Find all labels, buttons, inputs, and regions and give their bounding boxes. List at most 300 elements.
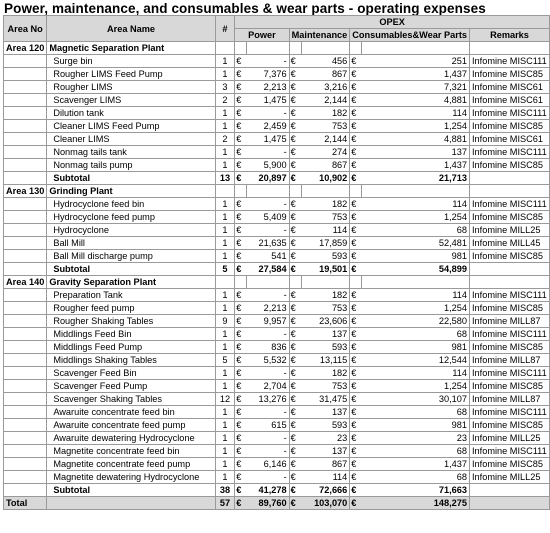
item-name: Scavenger Feed Pump (47, 380, 215, 393)
item-maintenance-currency: € (289, 354, 301, 367)
item-power-currency: € (235, 302, 247, 315)
item-name: Awaruite concentrate feed bin (47, 406, 215, 419)
item-maintenance: 867 (301, 159, 350, 172)
section-empty-cell (235, 42, 247, 55)
row-area-no-cell (4, 380, 47, 393)
item-maintenance-currency: € (289, 432, 301, 445)
section-area-no: Area 120 (4, 42, 47, 55)
item-maintenance: 137 (301, 445, 350, 458)
opex-table (3, 15, 550, 510)
table-row (4, 380, 550, 393)
row-area-no-cell (4, 406, 47, 419)
item-power-currency: € (235, 419, 247, 432)
row-area-no-cell (4, 432, 47, 445)
item-maintenance: 867 (301, 68, 350, 81)
item-remarks: Infomine MISC111 (470, 367, 550, 380)
item-consumables: 7,321 (362, 81, 470, 94)
row-area-no-cell (4, 146, 47, 159)
item-maintenance: 23 (301, 432, 350, 445)
item-remarks: Infomine MILL25 (470, 224, 550, 237)
item-consumables: 251 (362, 55, 470, 68)
item-count: 1 (215, 406, 234, 419)
item-remarks: Infomine MILL87 (470, 315, 550, 328)
item-power: 1,475 (246, 94, 289, 107)
item-name: Rougher LIMS (47, 81, 215, 94)
table-row (4, 250, 550, 263)
subtotal-row (4, 484, 550, 497)
item-maintenance: 274 (301, 146, 350, 159)
table-row (4, 341, 550, 354)
table-row (4, 406, 550, 419)
row-area-no-cell (4, 237, 47, 250)
item-power-currency: € (235, 81, 247, 94)
subtotal-consumables-currency: € (350, 484, 362, 497)
item-name: Awaruite concentrate feed pump (47, 419, 215, 432)
total-row (4, 497, 550, 510)
item-consumables-currency: € (350, 81, 362, 94)
item-maintenance-currency: € (289, 341, 301, 354)
item-consumables: 981 (362, 250, 470, 263)
section-empty-cell (470, 42, 550, 55)
item-name: Hydrocyclone feed pump (47, 211, 215, 224)
item-name: Rougher Shaking Tables (47, 315, 215, 328)
item-name: Scavenger LIMS (47, 94, 215, 107)
item-consumables: 981 (362, 419, 470, 432)
item-maintenance-currency: € (289, 237, 301, 250)
item-maintenance-currency: € (289, 289, 301, 302)
item-remarks: Infomine MISC85 (470, 250, 550, 263)
item-consumables-currency: € (350, 328, 362, 341)
item-consumables-currency: € (350, 94, 362, 107)
total-label: Total (4, 497, 47, 510)
item-remarks: Infomine MISC111 (470, 328, 550, 341)
section-area-no: Area 130 (4, 185, 47, 198)
header-area-name: Area Name (47, 16, 215, 42)
item-maintenance: 3,216 (301, 81, 350, 94)
table-row (4, 302, 550, 315)
item-consumables: 4,881 (362, 133, 470, 146)
item-name: Scavenger Shaking Tables (47, 393, 215, 406)
item-remarks: Infomine MISC111 (470, 55, 550, 68)
item-consumables: 23 (362, 432, 470, 445)
table-row (4, 133, 550, 146)
row-area-no-cell (4, 172, 47, 185)
item-consumables: 1,254 (362, 120, 470, 133)
row-area-no-cell (4, 250, 47, 263)
table-row (4, 419, 550, 432)
item-consumables-currency: € (350, 419, 362, 432)
item-power-currency: € (235, 68, 247, 81)
item-remarks: Infomine MISC111 (470, 146, 550, 159)
section-empty-cell (289, 276, 301, 289)
item-name: Cleaner LIMS (47, 133, 215, 146)
row-area-no-cell (4, 120, 47, 133)
subtotal-count: 38 (215, 484, 234, 497)
item-count: 1 (215, 198, 234, 211)
item-name: Cleaner LIMS Feed Pump (47, 120, 215, 133)
item-power: - (246, 146, 289, 159)
subtotal-maintenance-currency: € (289, 172, 301, 185)
item-consumables-currency: € (350, 432, 362, 445)
item-consumables-currency: € (350, 289, 362, 302)
item-power: 9,957 (246, 315, 289, 328)
item-consumables-currency: € (350, 198, 362, 211)
item-remarks: Infomine MISC111 (470, 289, 550, 302)
item-power: 615 (246, 419, 289, 432)
item-power: - (246, 198, 289, 211)
item-consumables: 1,254 (362, 380, 470, 393)
item-power-currency: € (235, 354, 247, 367)
item-power: - (246, 328, 289, 341)
row-area-no-cell (4, 159, 47, 172)
item-name: Middlings Feed Bin (47, 328, 215, 341)
item-count: 1 (215, 367, 234, 380)
table-row (4, 393, 550, 406)
header-count: # (215, 16, 234, 42)
section-empty-cell (350, 42, 362, 55)
item-maintenance-currency: € (289, 146, 301, 159)
item-maintenance-currency: € (289, 211, 301, 224)
table-row (4, 68, 550, 81)
item-consumables-currency: € (350, 107, 362, 120)
item-maintenance-currency: € (289, 367, 301, 380)
item-power-currency: € (235, 146, 247, 159)
table-row (4, 211, 550, 224)
section-empty-cell (350, 276, 362, 289)
item-power-currency: € (235, 328, 247, 341)
section-empty-cell (362, 42, 470, 55)
item-consumables: 137 (362, 146, 470, 159)
item-power-currency: € (235, 237, 247, 250)
item-consumables-currency: € (350, 237, 362, 250)
item-power: - (246, 289, 289, 302)
item-name: Scavenger Feed Bin (47, 367, 215, 380)
item-name: Preparation Tank (47, 289, 215, 302)
section-empty-cell (362, 185, 470, 198)
item-power-currency: € (235, 250, 247, 263)
item-power: 5,532 (246, 354, 289, 367)
item-maintenance: 593 (301, 341, 350, 354)
item-maintenance: 753 (301, 380, 350, 393)
row-area-no-cell (4, 354, 47, 367)
item-count: 1 (215, 328, 234, 341)
subtotal-remarks (470, 484, 550, 497)
item-name: Nonmag tails pump (47, 159, 215, 172)
row-area-no-cell (4, 94, 47, 107)
item-power-currency: € (235, 289, 247, 302)
item-power: 21,635 (246, 237, 289, 250)
item-power: 13,276 (246, 393, 289, 406)
item-maintenance: 182 (301, 107, 350, 120)
item-remarks: Infomine MISC85 (470, 211, 550, 224)
item-consumables: 52,481 (362, 237, 470, 250)
item-power: - (246, 55, 289, 68)
item-count: 1 (215, 302, 234, 315)
item-consumables-currency: € (350, 393, 362, 406)
item-count: 1 (215, 237, 234, 250)
item-consumables-currency: € (350, 159, 362, 172)
item-consumables-currency: € (350, 211, 362, 224)
row-area-no-cell (4, 393, 47, 406)
header-consumables: Consumables&Wear Parts (350, 29, 470, 42)
item-power-currency: € (235, 224, 247, 237)
item-remarks: Infomine MISC85 (470, 68, 550, 81)
item-remarks: Infomine MISC85 (470, 458, 550, 471)
item-maintenance-currency: € (289, 445, 301, 458)
item-maintenance-currency: € (289, 419, 301, 432)
row-area-no-cell (4, 302, 47, 315)
item-power-currency: € (235, 445, 247, 458)
item-count: 2 (215, 94, 234, 107)
item-remarks: Infomine MISC61 (470, 81, 550, 94)
item-maintenance: 593 (301, 419, 350, 432)
item-name: Middlings Feed Pump (47, 341, 215, 354)
table-row (4, 159, 550, 172)
item-maintenance-currency: € (289, 380, 301, 393)
subtotal-count: 5 (215, 263, 234, 276)
subtotal-power-currency: € (235, 172, 247, 185)
item-consumables: 30,107 (362, 393, 470, 406)
item-consumables-currency: € (350, 302, 362, 315)
total-power: 89,760 (246, 497, 289, 510)
row-area-no-cell (4, 133, 47, 146)
item-count: 1 (215, 419, 234, 432)
total-maintenance: 103,070 (301, 497, 350, 510)
total-count: 57 (215, 497, 234, 510)
row-area-no-cell (4, 198, 47, 211)
subtotal-consumables-currency: € (350, 172, 362, 185)
item-maintenance-currency: € (289, 159, 301, 172)
item-maintenance-currency: € (289, 81, 301, 94)
row-area-no-cell (4, 289, 47, 302)
item-maintenance: 456 (301, 55, 350, 68)
item-maintenance: 182 (301, 198, 350, 211)
item-maintenance: 753 (301, 302, 350, 315)
row-area-no-cell (4, 445, 47, 458)
item-power-currency: € (235, 432, 247, 445)
item-maintenance: 31,475 (301, 393, 350, 406)
section-empty-cell (362, 276, 470, 289)
item-consumables: 12,544 (362, 354, 470, 367)
item-count: 1 (215, 107, 234, 120)
item-remarks: Infomine MISC111 (470, 107, 550, 120)
section-empty-cell (246, 42, 289, 55)
row-area-no-cell (4, 367, 47, 380)
item-remarks: Infomine MILL25 (470, 432, 550, 445)
item-count: 2 (215, 133, 234, 146)
item-consumables: 22,580 (362, 315, 470, 328)
item-consumables-currency: € (350, 471, 362, 484)
item-name: Awaruite dewatering Hydrocyclone (47, 432, 215, 445)
item-remarks: Infomine MISC85 (470, 159, 550, 172)
total-empty-cell (47, 497, 215, 510)
item-consumables-currency: € (350, 120, 362, 133)
table-row (4, 94, 550, 107)
item-power: 2,213 (246, 81, 289, 94)
item-maintenance-currency: € (289, 393, 301, 406)
item-power: - (246, 107, 289, 120)
section-name: Gravity Separation Plant (47, 276, 215, 289)
item-remarks: Infomine MISC85 (470, 302, 550, 315)
item-name: Middlings Shaking Tables (47, 354, 215, 367)
item-remarks: Infomine MILL87 (470, 393, 550, 406)
item-power-currency: € (235, 471, 247, 484)
item-power: 2,213 (246, 302, 289, 315)
item-consumables: 1,254 (362, 302, 470, 315)
subtotal-count: 13 (215, 172, 234, 185)
item-power: 6,146 (246, 458, 289, 471)
subtotal-maintenance-currency: € (289, 484, 301, 497)
item-count: 1 (215, 211, 234, 224)
item-consumables-currency: € (350, 445, 362, 458)
section-empty-cell (289, 185, 301, 198)
subtotal-power-currency: € (235, 484, 247, 497)
row-area-no-cell (4, 81, 47, 94)
total-consumables: 148,275 (362, 497, 470, 510)
subtotal-maintenance: 19,501 (301, 263, 350, 276)
item-power: 541 (246, 250, 289, 263)
item-maintenance: 13,115 (301, 354, 350, 367)
item-power: - (246, 432, 289, 445)
item-remarks: Infomine MISC85 (470, 341, 550, 354)
item-consumables: 114 (362, 289, 470, 302)
item-consumables-currency: € (350, 68, 362, 81)
section-empty-cell (301, 42, 350, 55)
item-power-currency: € (235, 406, 247, 419)
item-power-currency: € (235, 341, 247, 354)
subtotal-power-currency: € (235, 263, 247, 276)
item-remarks: Infomine MISC111 (470, 406, 550, 419)
table-row (4, 81, 550, 94)
item-maintenance: 2,144 (301, 133, 350, 146)
item-power-currency: € (235, 458, 247, 471)
subtotal-maintenance: 72,666 (301, 484, 350, 497)
section-name: Grinding Plant (47, 185, 215, 198)
item-maintenance: 114 (301, 224, 350, 237)
item-power-currency: € (235, 133, 247, 146)
item-maintenance-currency: € (289, 406, 301, 419)
section-empty-cell (215, 42, 234, 55)
row-area-no-cell (4, 68, 47, 81)
subtotal-consumables: 21,713 (362, 172, 470, 185)
subtotal-power: 41,278 (246, 484, 289, 497)
row-area-no-cell (4, 471, 47, 484)
item-count: 1 (215, 68, 234, 81)
subtotal-remarks (470, 172, 550, 185)
subtotal-remarks (470, 263, 550, 276)
item-maintenance: 23,606 (301, 315, 350, 328)
table-row (4, 432, 550, 445)
item-consumables: 1,437 (362, 458, 470, 471)
subtotal-row (4, 172, 550, 185)
item-consumables-currency: € (350, 458, 362, 471)
item-consumables: 68 (362, 224, 470, 237)
item-power-currency: € (235, 107, 247, 120)
item-consumables-currency: € (350, 341, 362, 354)
table-row (4, 107, 550, 120)
item-count: 1 (215, 341, 234, 354)
item-maintenance: 182 (301, 367, 350, 380)
item-maintenance-currency: € (289, 133, 301, 146)
item-maintenance: 114 (301, 471, 350, 484)
item-count: 1 (215, 432, 234, 445)
item-consumables: 68 (362, 328, 470, 341)
item-power: 836 (246, 341, 289, 354)
header-area-no: Area No (4, 16, 47, 42)
item-remarks: Infomine MISC85 (470, 380, 550, 393)
subtotal-power: 27,584 (246, 263, 289, 276)
item-name: Magnetite concentrate feed pump (47, 458, 215, 471)
section-empty-cell (301, 185, 350, 198)
total-maintenance-currency: € (289, 497, 301, 510)
item-remarks: Infomine MISC61 (470, 133, 550, 146)
section-header (4, 185, 550, 198)
header-maintenance: Maintenance (289, 29, 350, 42)
item-consumables: 68 (362, 471, 470, 484)
table-row (4, 146, 550, 159)
item-name: Surge bin (47, 55, 215, 68)
table-row (4, 458, 550, 471)
item-maintenance-currency: € (289, 458, 301, 471)
subtotal-maintenance-currency: € (289, 263, 301, 276)
item-maintenance: 753 (301, 120, 350, 133)
item-consumables-currency: € (350, 380, 362, 393)
item-consumables: 981 (362, 341, 470, 354)
item-power-currency: € (235, 120, 247, 133)
section-name: Magnetic Separation Plant (47, 42, 215, 55)
item-remarks: Infomine MISC85 (470, 120, 550, 133)
item-name: Ball Mill (47, 237, 215, 250)
item-count: 1 (215, 224, 234, 237)
item-maintenance-currency: € (289, 328, 301, 341)
section-empty-cell (470, 185, 550, 198)
item-power-currency: € (235, 211, 247, 224)
item-maintenance: 137 (301, 328, 350, 341)
total-remarks (470, 497, 550, 510)
page-title: Power, maintenance, and consumables & wear parts - operating expenses (4, 1, 486, 16)
item-maintenance-currency: € (289, 224, 301, 237)
item-consumables-currency: € (350, 406, 362, 419)
table-row (4, 328, 550, 341)
section-empty-cell (246, 276, 289, 289)
item-count: 9 (215, 315, 234, 328)
item-consumables: 1,254 (362, 211, 470, 224)
subtotal-consumables: 54,899 (362, 263, 470, 276)
item-count: 5 (215, 354, 234, 367)
row-area-no-cell (4, 484, 47, 497)
item-count: 1 (215, 458, 234, 471)
row-area-no-cell (4, 224, 47, 237)
section-empty-cell (470, 276, 550, 289)
item-remarks: Infomine MISC61 (470, 94, 550, 107)
item-remarks: Infomine MILL45 (470, 237, 550, 250)
item-power: 1,475 (246, 133, 289, 146)
item-count: 3 (215, 81, 234, 94)
item-consumables: 114 (362, 367, 470, 380)
subtotal-row (4, 263, 550, 276)
item-count: 1 (215, 445, 234, 458)
row-area-no-cell (4, 341, 47, 354)
section-header (4, 276, 550, 289)
item-maintenance: 2,144 (301, 94, 350, 107)
item-consumables-currency: € (350, 250, 362, 263)
row-area-no-cell (4, 328, 47, 341)
header-opex: OPEX (235, 16, 550, 29)
row-area-no-cell (4, 263, 47, 276)
table-row (4, 55, 550, 68)
subtotal-consumables-currency: € (350, 263, 362, 276)
item-power: - (246, 406, 289, 419)
